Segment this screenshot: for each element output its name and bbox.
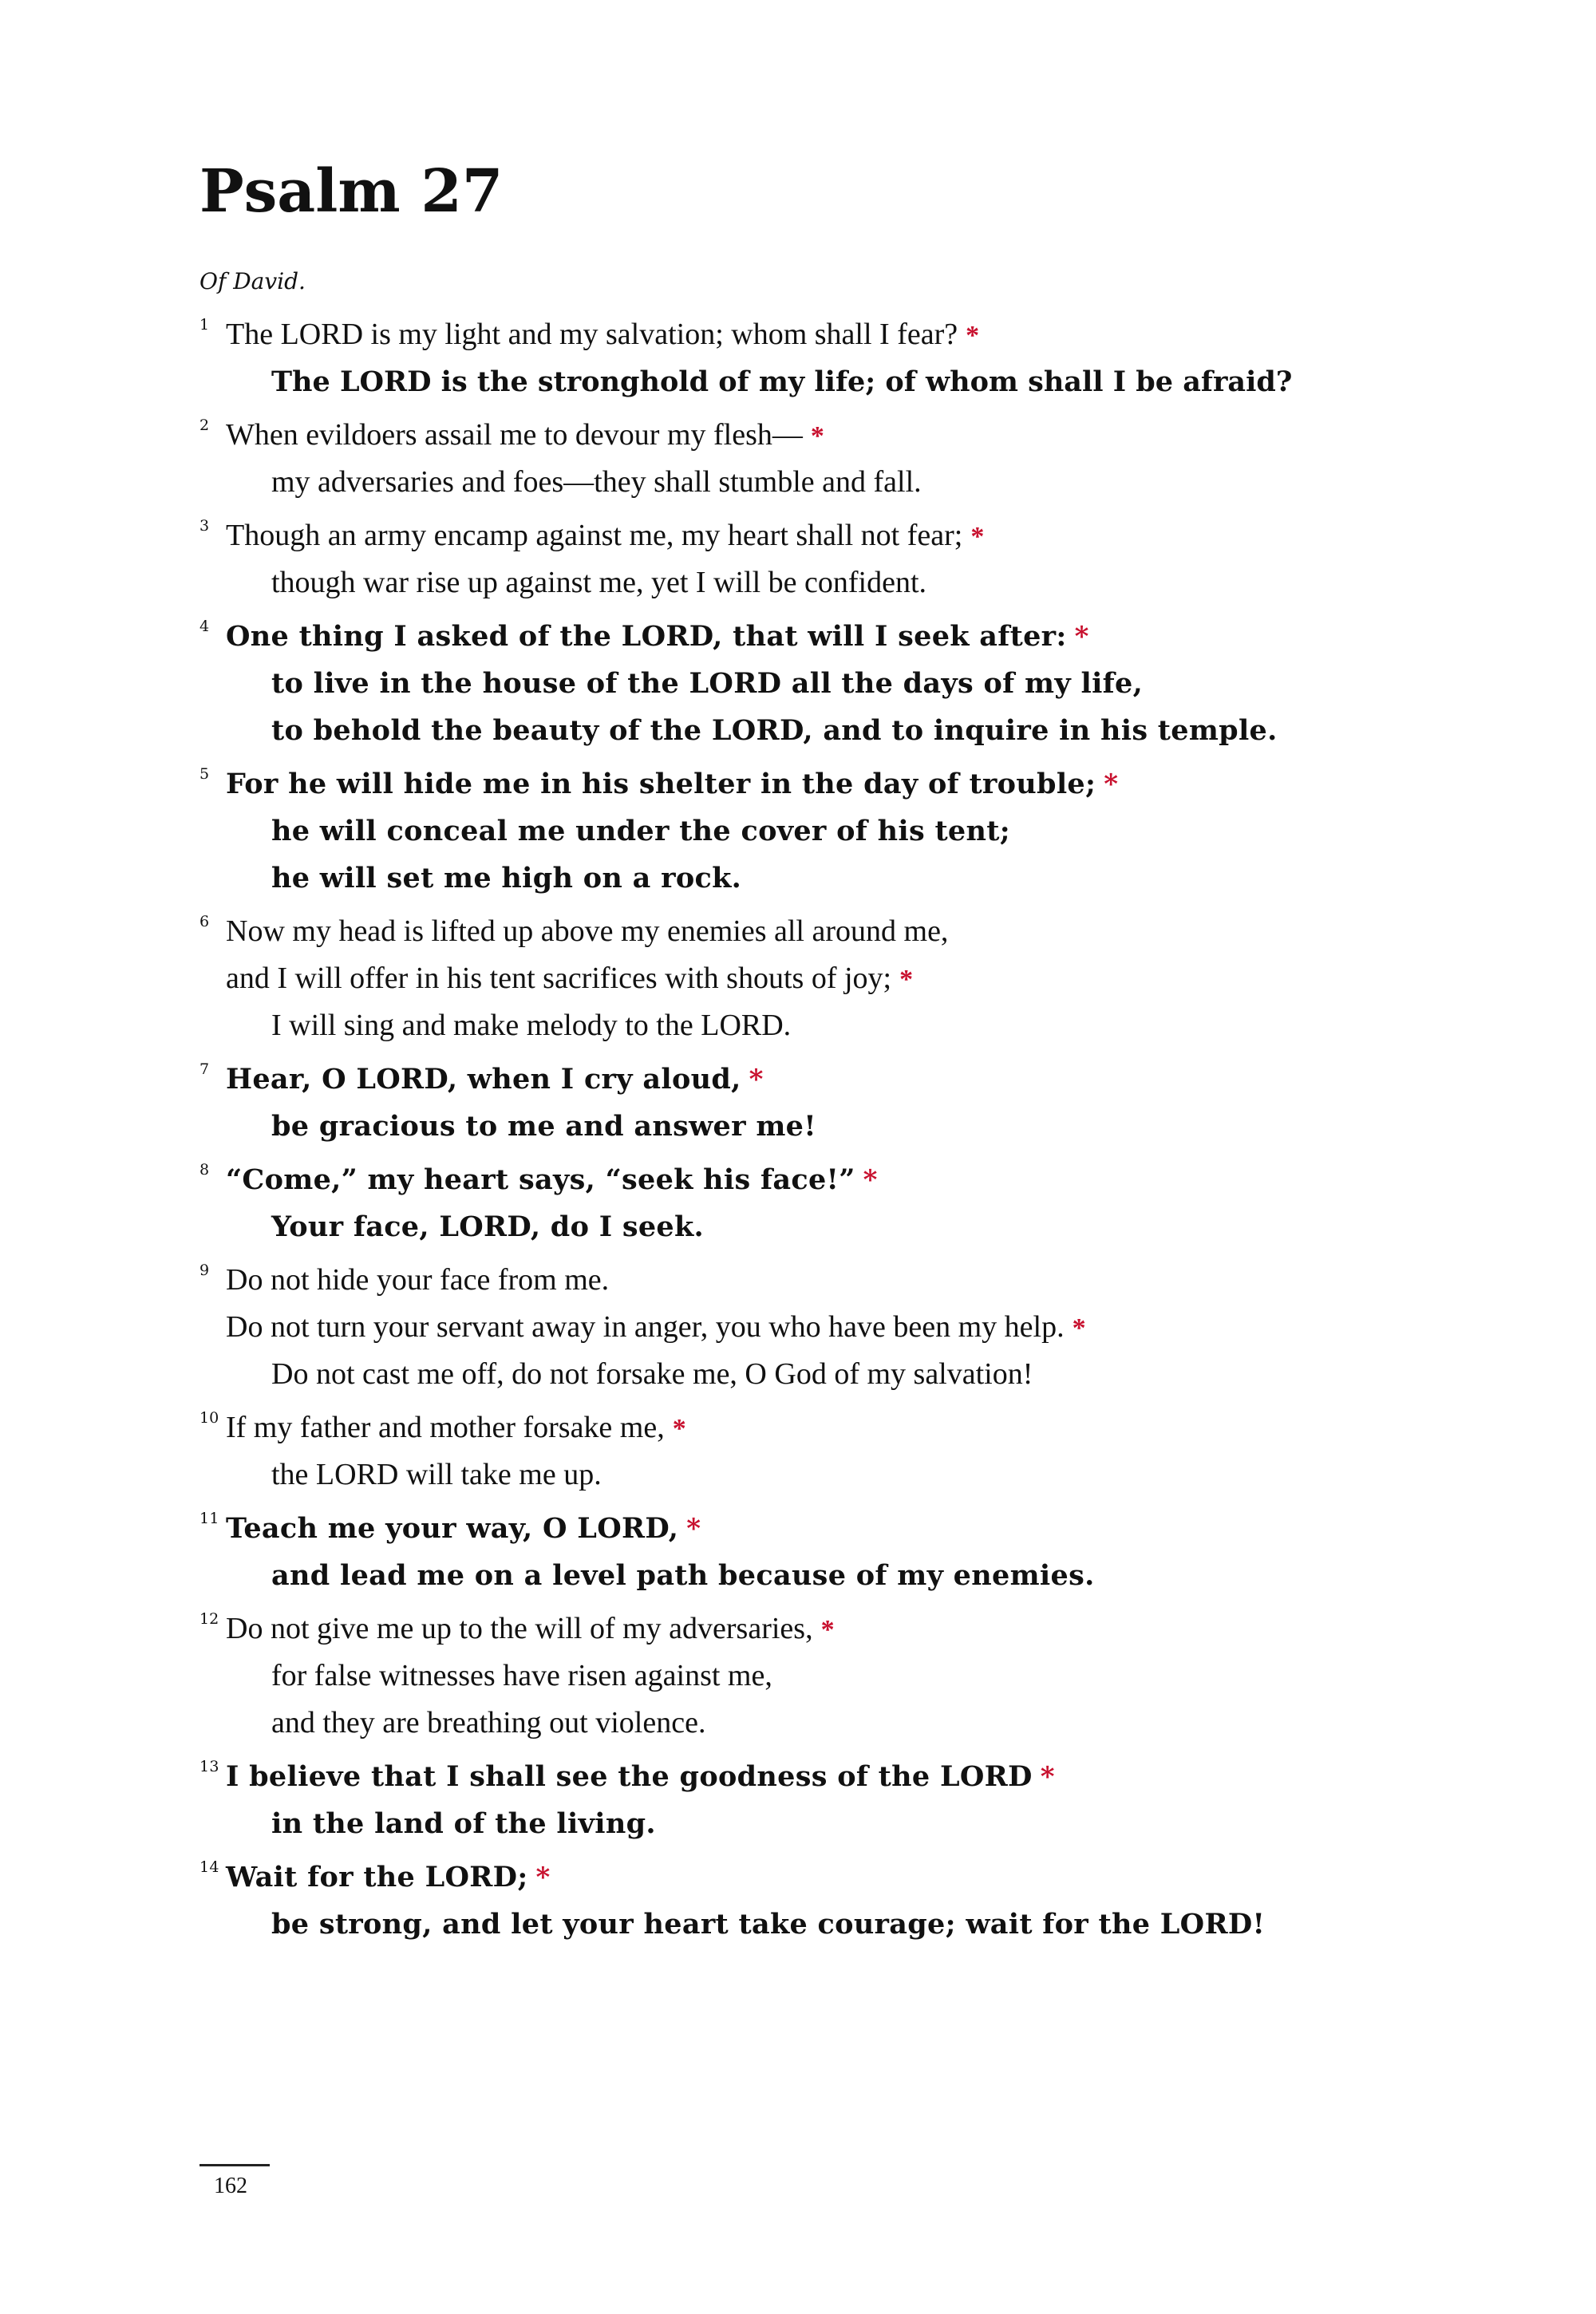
verse-4 <box>0 613 1596 754</box>
verse-text: I will sing and make melody to the LORD. <box>271 1009 792 1042</box>
verse-text: and they are breathing out violence. <box>271 1706 706 1739</box>
verse-text: Do not cast me off, do not forsake me, O God of my salvation! <box>271 1357 1033 1391</box>
verse-line <box>0 459 1596 506</box>
verse-line <box>0 311 1596 358</box>
verse-number: 5 <box>200 765 210 783</box>
footer-rule <box>200 2164 270 2166</box>
pointing-asterisk: * <box>966 321 980 350</box>
verse-line <box>0 955 1596 1002</box>
verse-number: 1 <box>200 316 210 334</box>
verse-text: The LORD is my light and my salvation; whom shall I fear? <box>226 318 958 351</box>
pointing-asterisk: * <box>1040 1761 1055 1793</box>
verse-10 <box>0 1404 1596 1499</box>
verse-line <box>0 660 1596 707</box>
verse-number: 11 <box>200 1510 219 1527</box>
verse-3 <box>0 512 1596 606</box>
verse-9 <box>0 1257 1596 1398</box>
verse-text: he will conceal me under the cover of his tent; <box>271 815 1010 847</box>
verse-text: for false witnesses have risen against me, <box>271 1659 772 1692</box>
verse-text: the LORD will take me up. <box>271 1458 602 1491</box>
verse-text: in the land of the living. <box>271 1807 656 1840</box>
page-title: Psalm 27 <box>200 157 504 226</box>
verse-text: Do not turn your servant away in anger, you who have been my help. <box>226 1310 1065 1344</box>
verse-line <box>0 1800 1596 1847</box>
verse-text: be strong, and let your heart take courage; wait for the LORD! <box>271 1908 1266 1941</box>
verse-line <box>0 1351 1596 1398</box>
verse-number: 2 <box>200 417 210 434</box>
verse-number: 4 <box>200 618 210 635</box>
verse-line <box>0 855 1596 902</box>
verse-text: and lead me on a level path because of my enemies. <box>271 1559 1095 1592</box>
verse-text: he will set me high on a rock. <box>271 862 742 894</box>
pointing-asterisk: * <box>672 1414 686 1443</box>
verse-14 <box>0 1854 1596 1948</box>
verse-7 <box>0 1056 1596 1150</box>
verse-text: Though an army encamp against me, my heart shall not fear; <box>226 519 963 552</box>
verse-text: be gracious to me and answer me! <box>271 1110 816 1143</box>
verse-line <box>0 1257 1596 1304</box>
verse-line <box>0 760 1596 808</box>
verse-line <box>0 1404 1596 1451</box>
verse-line <box>0 707 1596 754</box>
pointing-asterisk: * <box>749 1064 764 1096</box>
pointing-asterisk: * <box>535 1862 551 1893</box>
verse-line <box>0 908 1596 955</box>
verse-text: and I will offer in his tent sacrifices with shouts of joy; <box>226 962 892 995</box>
pointing-asterisk: * <box>810 421 824 451</box>
verse-line <box>0 1753 1596 1800</box>
verse-text: One thing I asked of the LORD, that will I seek after: <box>226 620 1067 653</box>
verse-11 <box>0 1505 1596 1599</box>
verse-text: “Come,” my heart says, “seek his face!” <box>226 1163 855 1196</box>
pointing-asterisk: * <box>820 1615 835 1645</box>
psalm-verses <box>0 311 1596 1954</box>
verse-line <box>0 1854 1596 1901</box>
verse-number: 7 <box>200 1060 210 1078</box>
verse-2 <box>0 412 1596 506</box>
verse-number: 9 <box>200 1262 210 1279</box>
verse-number: 6 <box>200 913 210 930</box>
verse-12 <box>0 1605 1596 1747</box>
verse-text: Now my head is lifted up above my enemies all around me, <box>226 914 949 948</box>
verse-text: my adversaries and foes—they shall stumble and fall. <box>271 465 922 499</box>
pointing-asterisk: * <box>863 1164 878 1196</box>
verse-number: 12 <box>200 1610 219 1628</box>
verse-line <box>0 1505 1596 1552</box>
verse-text: Hear, O LORD, when I cry aloud, <box>226 1063 741 1096</box>
verse-number: 13 <box>200 1758 219 1775</box>
verse-line <box>0 1203 1596 1250</box>
verse-number: 3 <box>200 517 210 535</box>
verse-line <box>0 1653 1596 1700</box>
pointing-asterisk: * <box>1072 1313 1086 1343</box>
verse-1 <box>0 311 1596 405</box>
verse-line <box>0 1700 1596 1747</box>
verse-number: 14 <box>200 1858 219 1876</box>
pointing-asterisk: * <box>899 965 914 994</box>
verse-line <box>0 808 1596 855</box>
verse-line <box>0 1056 1596 1103</box>
verse-line <box>0 1304 1596 1351</box>
page-number: 162 <box>214 2174 247 2198</box>
pointing-asterisk: * <box>1104 768 1119 800</box>
verse-text: Your face, LORD, do I seek. <box>271 1210 705 1243</box>
verse-line <box>0 1156 1596 1203</box>
verse-line <box>0 1103 1596 1150</box>
verse-line <box>0 1002 1596 1049</box>
verse-text: For he will hide me in his shelter in the day of trouble; <box>226 768 1096 800</box>
pointing-asterisk: * <box>1074 621 1089 653</box>
verse-number: 8 <box>200 1161 210 1179</box>
pointing-asterisk: * <box>970 522 985 551</box>
verse-text: Teach me your way, O LORD, <box>226 1512 679 1545</box>
verse-number: 10 <box>200 1409 219 1427</box>
verse-line <box>0 512 1596 559</box>
verse-8 <box>0 1156 1596 1250</box>
verse-line <box>0 1451 1596 1499</box>
verse-5 <box>0 760 1596 902</box>
verse-text: Wait for the LORD; <box>226 1861 528 1893</box>
verse-text: Do not give me up to the will of my adversaries, <box>226 1612 813 1645</box>
verse-text: The LORD is the stronghold of my life; of whom shall I be afraid? <box>271 365 1293 398</box>
verse-text: to behold the beauty of the LORD, and to inquire in his temple. <box>271 714 1278 747</box>
verse-line <box>0 1552 1596 1599</box>
verse-text: though war rise up against me, yet I will be confident. <box>271 566 927 599</box>
verse-13 <box>0 1753 1596 1847</box>
verse-line <box>0 358 1596 405</box>
verse-text: If my father and mother forsake me, <box>226 1411 665 1444</box>
verse-line <box>0 613 1596 660</box>
verse-line <box>0 559 1596 606</box>
verse-6 <box>0 908 1596 1049</box>
verse-text: Do not hide your face from me. <box>226 1263 610 1297</box>
verse-text: to live in the house of the LORD all the days of my life, <box>271 667 1144 700</box>
pointing-asterisk: * <box>686 1513 701 1545</box>
verse-line <box>0 1901 1596 1948</box>
superscription: Of David. <box>200 268 306 294</box>
verse-line <box>0 412 1596 459</box>
verse-text: I believe that I shall see the goodness of the LORD <box>226 1760 1033 1793</box>
verse-line <box>0 1605 1596 1653</box>
verse-text: When evildoers assail me to devour my flesh— <box>226 418 803 452</box>
